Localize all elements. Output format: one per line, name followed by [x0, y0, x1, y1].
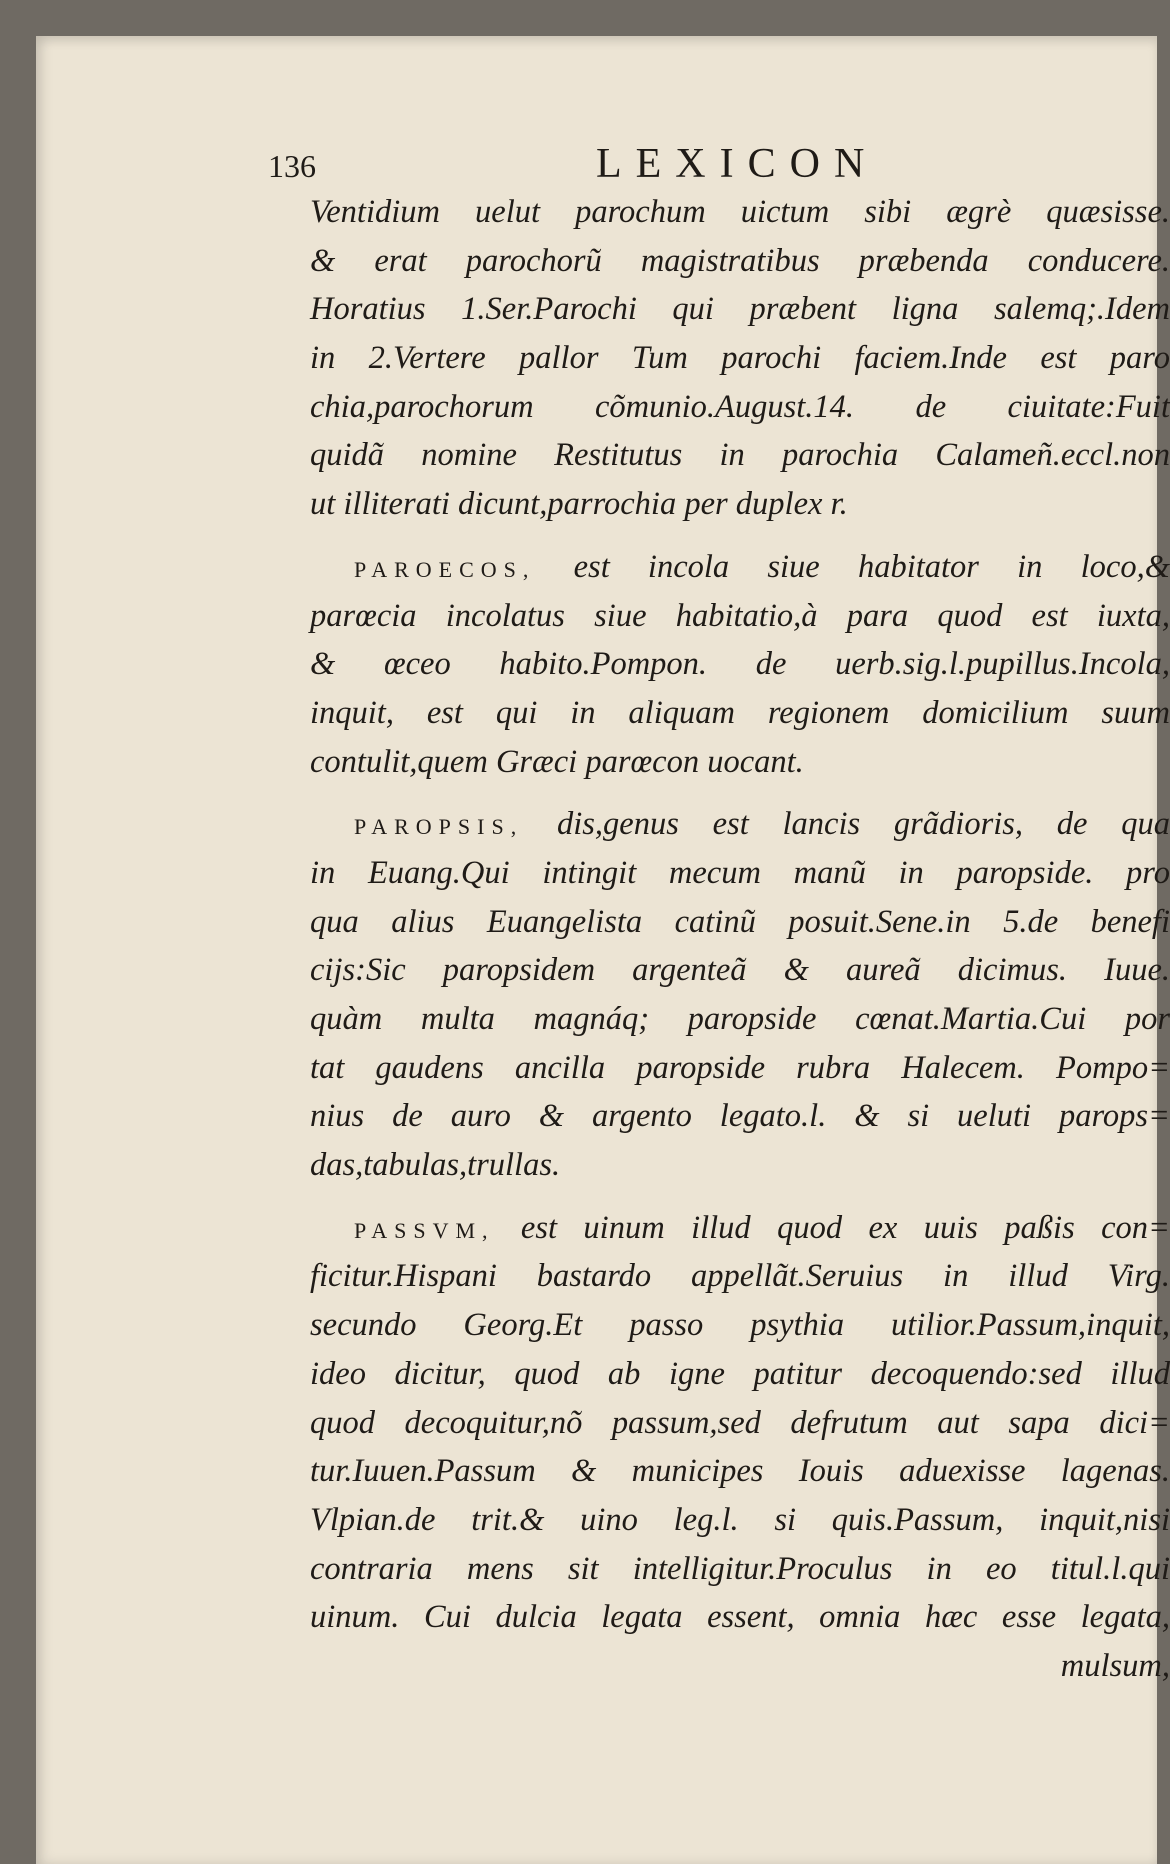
- text-line: ficitur.Hispani bastardo appellãt.Seruius in illud Virg.: [310, 1258, 1170, 1295]
- text-line: quàm multa magnáq; paropside cœnat.Martia.Cui por: [310, 1001, 1170, 1037]
- text-line: contraria mens sit intelligitur.Proculus in eo titul.l.qui: [310, 1550, 1170, 1587]
- body-text: [310, 188, 1170, 1691]
- text-line: Horatius 1.Ser.Parochi qui præbent ligna salemq;.Idem: [310, 291, 1170, 328]
- text-line: qua alius Euangelista catinũ posuit.Sene.in 5.de benefi: [310, 903, 1170, 940]
- text-segment: est uinum illud quod ex uuis paßis con=: [494, 1209, 1170, 1246]
- page-header: [36, 130, 1157, 190]
- text-line: Ventidium uelut parochum uictum sibi ægrè quæsisse.: [310, 194, 1170, 230]
- text-line: tat gaudens ancilla paropside rubra Halecem. Pompo=: [310, 1049, 1170, 1086]
- catchword: mulsum,: [1060, 1647, 1170, 1684]
- entry-first-line: [310, 1204, 1170, 1253]
- text-line: quod decoquitur,nõ passum,sed defrutum aut sapa dici=: [310, 1404, 1170, 1441]
- text-line: tur.Iuuen.Passum & municipes Iouis aduexisse lagenas.: [310, 1453, 1170, 1490]
- text-line: uinum. Cui dulcia legata essent, omnia hæc esse legata,: [310, 1599, 1170, 1636]
- text-line: das,tabulas,trullas.: [310, 1147, 561, 1184]
- text-line: in 2.Vertere pallor Tum parochi faciem.Inde est paro: [310, 340, 1170, 377]
- text-line: Vlpian.de trit.& uino leg.l. si quis.Passum, inquit,nisi: [310, 1501, 1170, 1538]
- text-line: nius de auro & argento legato.l. & si ueluti parops=: [310, 1098, 1170, 1135]
- headword: PAROECOS,: [354, 556, 536, 582]
- text-line: parœcia incolatus siue habitatio,à para quod est iuxta,: [310, 597, 1170, 634]
- text-line: in Euang.Qui intingit mecum manũ in paropside. pro: [310, 854, 1170, 891]
- text-line: contulit,quem Græci parœcon uocant.: [310, 743, 804, 780]
- text-line: cijs:Sic paropsidem argenteã & aureã dicimus. Iuue.: [310, 952, 1170, 989]
- headword: PASSVM,: [354, 1217, 495, 1243]
- text-segment: dis,genus est lancis grãdioris, de qua: [523, 806, 1170, 843]
- text-line: ideo dicitur, quod ab igne patitur decoquendo:sed illud: [310, 1355, 1170, 1392]
- text-line: inquit, est qui in aliquam regionem domicilium suum: [310, 694, 1170, 731]
- text-line: & erat parochorũ magistratibus præbenda conducere.: [310, 242, 1170, 279]
- page-number: 136: [268, 148, 316, 184]
- text-line: secundo Georg.Et passo psythia utilior.Passum,inquit,: [310, 1307, 1170, 1344]
- text-line: & œceo habito.Pompon. de uerb.sig.l.pupillus.Incola,: [310, 646, 1170, 683]
- text-line: quidã nomine Restitutus in parochia Calameñ.eccl.non: [310, 437, 1170, 474]
- headword: PAROPSIS,: [354, 814, 524, 840]
- text-line: chia,parochorum cõmunio.August.14. de ciuitate:Fuit: [310, 388, 1170, 425]
- entry-first-line: [310, 543, 1170, 592]
- book-page: [36, 36, 1170, 1864]
- text-line: ut illiterati dicunt,parrochia per duplex r.: [310, 486, 848, 523]
- running-head: LEXICON: [596, 141, 879, 187]
- text-segment: est incola siue habitator in loco,&: [535, 548, 1170, 585]
- entry-first-line: [310, 800, 1170, 849]
